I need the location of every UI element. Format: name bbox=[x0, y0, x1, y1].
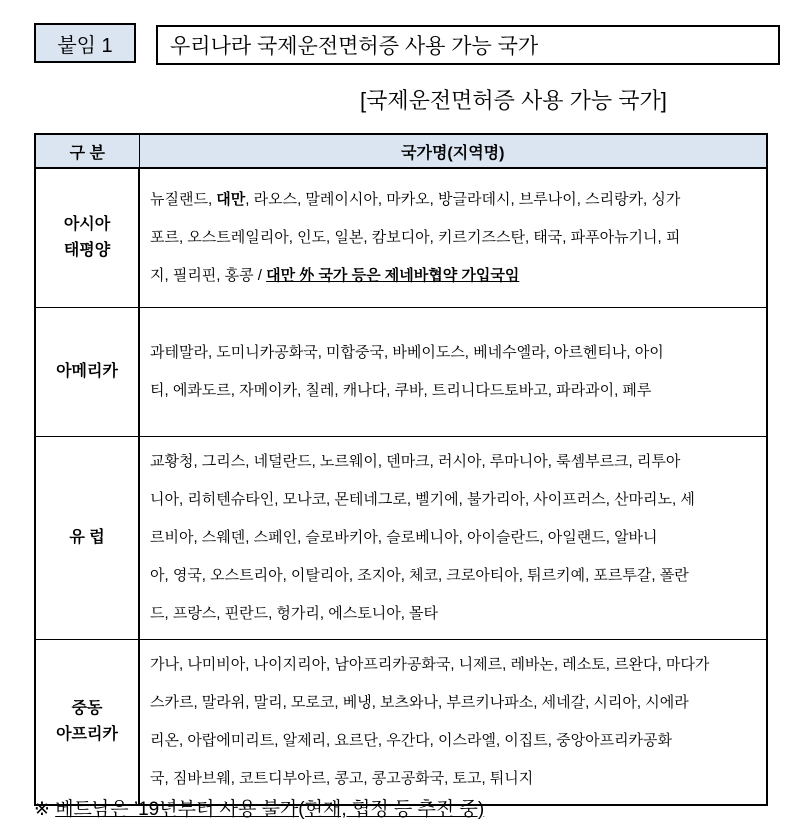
document-title: 우리나라 국제운전면허증 사용 가능 국가 bbox=[156, 25, 780, 65]
list-line bbox=[150, 181, 756, 219]
category-cell: 유 럽 bbox=[35, 436, 139, 639]
highlight-taiwan: 대만 bbox=[216, 190, 246, 208]
list-line: 르비아, 스웨덴, 스페인, 슬로바키아, 슬로베니아, 아이슬란드, 아일랜드, 알바니 bbox=[150, 528, 658, 546]
header-category: 구 분 bbox=[35, 134, 139, 168]
geneva-note: 대만 外 국가 등은 제네바협약 가입국임 bbox=[266, 266, 520, 284]
country-list bbox=[139, 436, 767, 639]
table-row-mideast-africa bbox=[35, 639, 767, 805]
attachment-label: 붙임 1 bbox=[34, 23, 136, 63]
country-list bbox=[139, 168, 767, 307]
footnote bbox=[34, 794, 484, 821]
table-row-america bbox=[35, 307, 767, 436]
category-label: 아시아 bbox=[63, 215, 111, 233]
header-countries: 국가명(지역명) bbox=[139, 134, 767, 168]
text: 지, 필리핀, 홍콩 / bbox=[150, 266, 267, 284]
category-cell bbox=[35, 639, 139, 805]
list-line: 국, 짐바브웨, 코트디부아르, 콩고, 콩고공화국, 토고, 튀니지 bbox=[150, 769, 534, 787]
list-line: 포르, 오스트레일리아, 인도, 일본, 캄보디아, 키르기즈스탄, 태국, 파푸아뉴기니, 피 bbox=[150, 228, 681, 246]
text: 뉴질랜드, bbox=[150, 190, 217, 208]
list-line: 티, 에콰도르, 자메이카, 칠레, 캐나다, 쿠바, 트리니다드토바고, 파라과이, 페루 bbox=[150, 381, 652, 399]
table-caption: [국제운전면허증 사용 가능 국가] bbox=[360, 88, 667, 113]
country-list bbox=[139, 639, 767, 805]
list-line: 니아, 리히텐슈타인, 모나코, 몬테네그로, 벨기에, 불가리아, 사이프러스, 산마리노, 세 bbox=[150, 490, 695, 508]
list-line: 교황청, 그리스, 네덜란드, 노르웨이, 덴마크, 러시아, 루마니아, 룩셈부르크, 리투아 bbox=[150, 452, 681, 470]
list-line: 스카르, 말라위, 말리, 모로코, 베냉, 보츠와나, 부르키나파소, 세네갈, 시리아, 시에라 bbox=[150, 693, 689, 711]
text: , 라오스, 말레이시아, 마카오, 방글라데시, 브루나이, 스리랑카, 싱가 bbox=[245, 190, 681, 208]
category-cell: 아메리카 bbox=[35, 307, 139, 436]
footnote-text: 베트남은 ’19년부터 사용 불가(현재, 협정 등 추진 중) bbox=[55, 799, 485, 820]
table-header-row bbox=[35, 134, 767, 168]
country-list bbox=[139, 307, 767, 436]
list-line bbox=[150, 257, 756, 295]
list-line: 과테말라, 도미니카공화국, 미합중국, 바베이도스, 베네수엘라, 아르헨티나, 아이 bbox=[150, 343, 664, 361]
table-row-europe bbox=[35, 436, 767, 639]
category-cell bbox=[35, 168, 139, 307]
reference-mark: ※ bbox=[34, 799, 50, 820]
list-line: 가나, 나미비아, 나이지리아, 남아프리카공화국, 니제르, 레바논, 레소토, 르완다, 마다가 bbox=[150, 655, 710, 673]
category-label: 아프리카 bbox=[56, 725, 118, 743]
list-line: 리온, 아랍에미리트, 알제리, 요르단, 우간다, 이스라엘, 이집트, 중앙아프리카공화 bbox=[150, 731, 673, 749]
list-line: 아, 영국, 오스트리아, 이탈리아, 조지아, 체코, 크로아티아, 튀르키예, 포르투갈, 폴란 bbox=[150, 566, 689, 584]
country-table bbox=[34, 133, 768, 806]
table-row-asia bbox=[35, 168, 767, 307]
list-line: 드, 프랑스, 핀란드, 헝가리, 에스토니아, 몰타 bbox=[150, 604, 439, 622]
category-label: 태평양 bbox=[63, 241, 111, 259]
category-label: 중동 bbox=[71, 699, 103, 717]
